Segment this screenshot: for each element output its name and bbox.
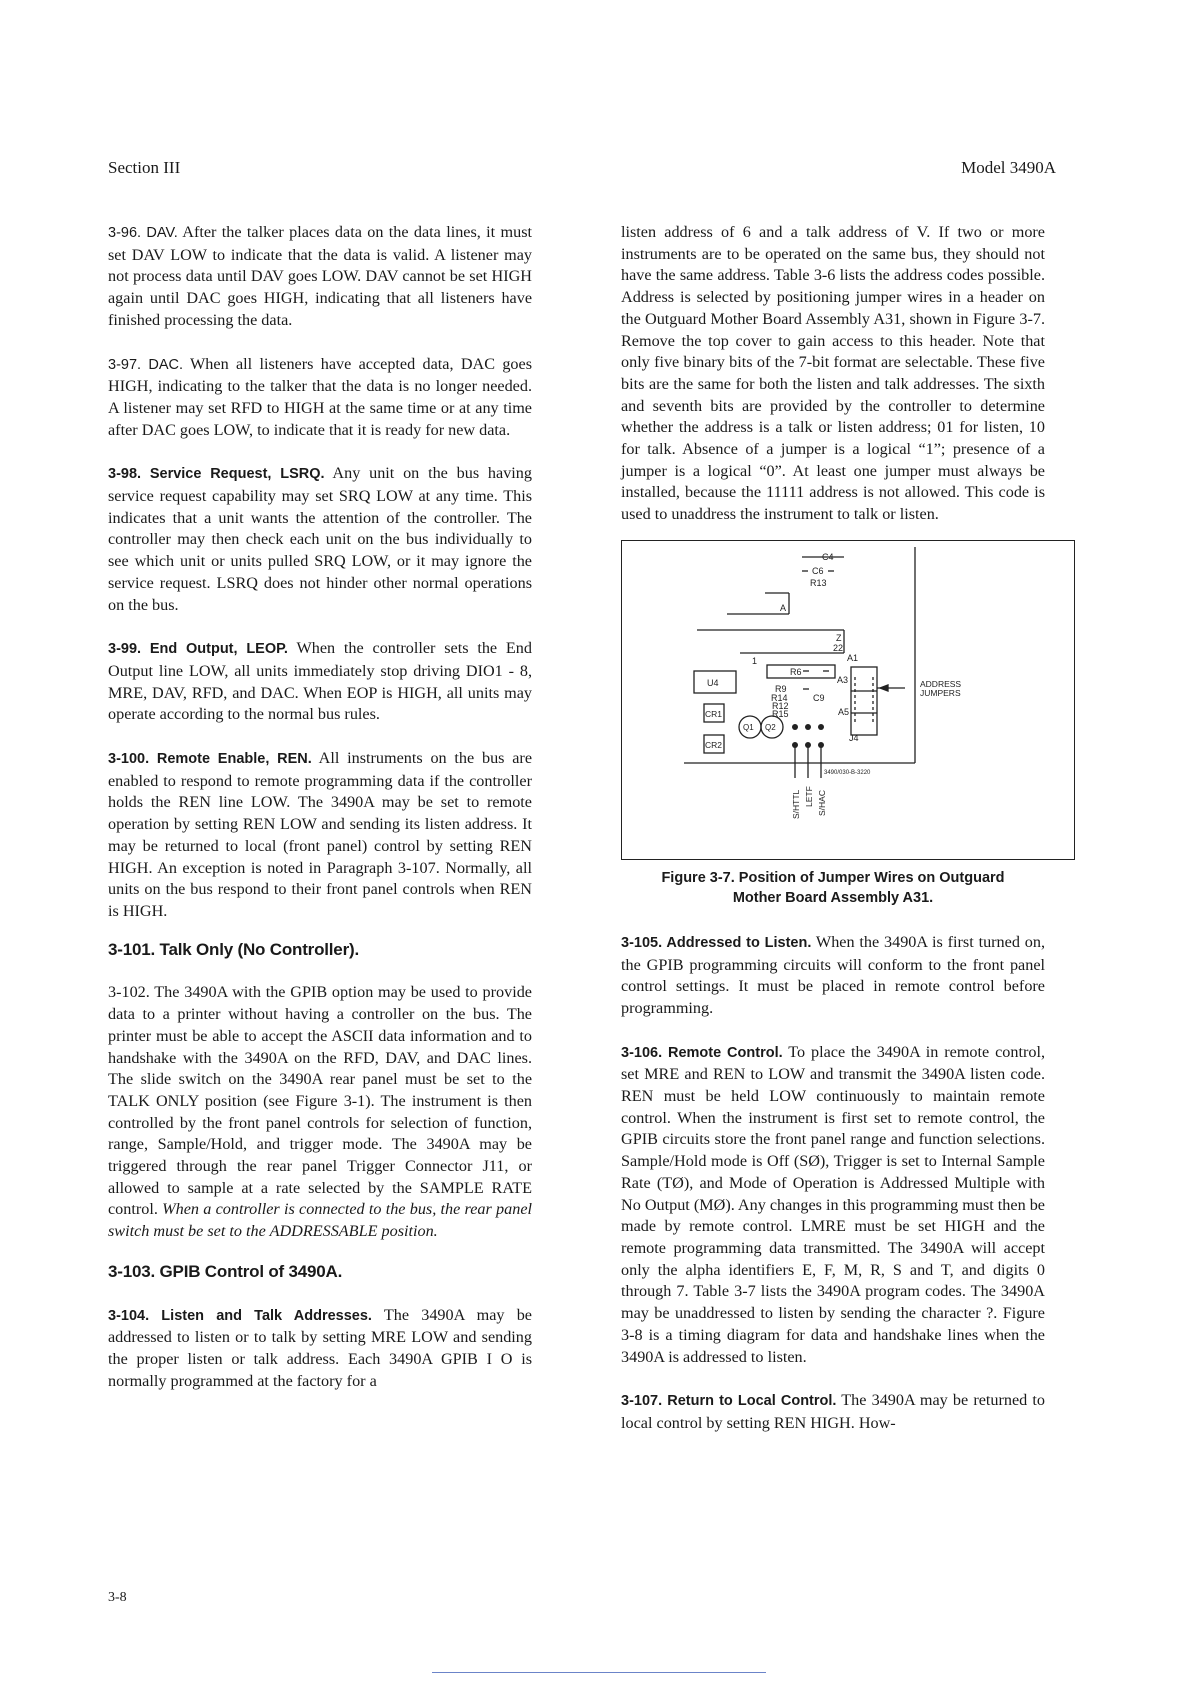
label-u4: U4 [707,677,719,688]
heading-3-101: 3-101. Talk Only (No Controller). [108,939,359,959]
jumper-diagram [622,541,1074,859]
label-r12: R12 [772,700,789,711]
label-cr1: CR1 [705,708,723,719]
model-label: Model 3490A [961,158,1056,177]
label-r6: R6 [790,666,802,677]
paragraph-3-107: 3-107. Return to Local Control. The 3490A may be returned to local control by setting REN HIGH. How- [621,1391,1045,1432]
label-r9: R9 [775,683,787,694]
label-a1: A1 [847,652,859,663]
page-number: 3-8 [108,1590,127,1605]
label-cr2: CR2 [705,739,723,750]
paragraph-3-97: 3-97. DAC. When all listeners have accepted data, DAC goes HIGH, indicating to the talker that the data is no longer needed. A listener may set RFD to HIGH at the same time or at any time after DAC goes LOW, to indicate that it is ready for new data. [108,354,532,439]
paragraph-3-98: 3-98. Service Request, LSRQ. Any unit on the bus having service request capability may set SRQ LOW at any time. This indicates that a unit wants the attention of the controller. The controller may then check each unit on the bus individually to see which unit or units pulled SRQ LOW, or it may ignore the service request. LSRQ does not hinder other normal operations on the bus. [108,464,532,614]
label-j4: J4 [849,732,859,743]
paragraph-3-104: 3-104. Listen and Talk Addresses. The 3490A may be addressed to listen or to talk by setting MRE LOW and sending the proper listen or talk address. Each 3490A GPIB I O is normally programmed at the factory for a [108,1305,532,1390]
label-address: ADDRESS [920,678,962,689]
label-jumpers: JUMPERS [920,687,961,698]
label-q1: Q1 [743,722,754,732]
paragraph-3-99: 3-99. End Output, LEOP. When the controller sets the End Output line LOW, all units immediately stop driving DIO1 - 8, MRE, DAV, RFD, and DAC. When EOP is HIGH, all units may operate according to the normal bus rules. [108,639,532,724]
label-a3: A3 [837,674,849,685]
paragraph-3-105: 3-105. Addressed to Listen. When the 3490A is first turned on, the GPIB programming circuits will conform to the front panel control settings. It must be placed in remote control before programming. [621,932,1045,1017]
paragraph-3-106: 3-106. Remote Control. To place the 3490A in remote control, set MRE and REN to LOW and transmit the 3490A listen code. REN must be held LOW continuously to maintain remote control. When the instrument is first set to remote control, the GPIB circuits store the front panel range and function selections. Sample/Hold mode is Off (SØ), Trigger is set to Internal Sample Rate (TØ), and Mode of Operation is Addressed Multiple with No Output (MØ). Any changes in this programming must then be made by remote control. LMRE must be set HIGH and the remote programming data transmitted. The 3490A will accept only the alpha identifiers E, F, M, R, S and T, and digits 0 through 7. Table 3-7 lists the 3490A program codes. The 3490A may be unaddressed to listen by sending the character ?. Figure 3-8 is a timing diagram for data and handshake lines when the 3490A is addressed to listen. [621,1042,1045,1366]
heading-3-103: 3-103. GPIB Control of 3490A. [108,1261,343,1281]
label-c6: C6 [812,565,824,576]
label-a: A [780,602,787,613]
label-letf: LETF [804,786,814,807]
paragraph-3-100: 3-100. Remote Enable, REN. All instruments on the bus are enabled to respond to remote programming data if the controller holds the REN line LOW. The 3490A may be set to remote operation by setting REN LOW and sending its listen address. It may be returned to local (front panel) control by setting REN HIGH. An exception is noted in Paragraph 3-107. Normally, all units on the bus respond to their front panel controls when REN is HIGH. [108,749,533,920]
bottom-rule [432,1672,766,1673]
section-label: Section III [108,158,181,177]
label-r14: R14 [771,692,788,703]
label-a5: A5 [838,706,850,717]
figure-caption: Figure 3-7. Position of Jumper Wires on Outguard Mother Board Assembly A31. [661,869,1005,906]
label-c9: C9 [813,692,825,703]
label-shttl: S/HTTL [791,789,801,819]
label-r13: R13 [810,577,827,588]
right-column [621,222,1045,1457]
left-column [108,222,532,1414]
label-q2: Q2 [765,722,776,732]
label-22: 22 [833,642,844,653]
paragraph-3-96: 3-96. DAV. After the talker places data on the data lines, it must set DAV LOW to indicate that the data is valid. A listener may not process data until DAV goes LOW. DAV cannot be set HIGH again until DAC goes HIGH, indicating that all listeners have finished processing the data. [108,223,533,329]
label-c4: C4 [822,551,834,562]
label-1: 1 [752,655,758,666]
paragraph-3-104-continued: listen address of 6 and a talk address of V. If two or more instruments are to be operated on the same bus, they should not have the same address. Table 3-6 lists the address codes possible. Address is selected by positioning jumper wires in a header on the Outguard Mother Board Assembly A31, shown in Figure 3-7. Remove the top cover to gain access to this header. Note that only five binary bits of the 7-bit format are selectable. These five bits are the same for both the listen and talk addresses. The sixth and seventh bits are provided by the controller to determine whether the address is a talk or listen address; 01 for listen, 10 for talk. Absence of a jumper is a logical “1”; presence of a jumper is a logical “0”. At least one jumper must always be installed, because the 11111 address is not allowed. This code is used to unaddress the instrument to talk or listen. [621,223,1045,524]
figure-3-7 [621,540,1075,860]
label-z: Z [836,632,842,643]
label-part-number: 3490/030-B-3220 [824,769,871,776]
label-r15: R15 [772,708,789,719]
paragraph-3-102: 3-102. The 3490A with the GPIB option may be used to provide data to a printer without having a controller on the bus. The printer must be able to accept the ASCII data information and to handshake with the 3490A on the RFD, DAV, and DAC lines. The slide switch on the 3490A rear panel must be set to the TALK ONLY position (see Figure 3-1). The instrument is then controlled by the front panel controls for selection of function, range, Sample/Hold, and trigger mode. The 3490A may be triggered through the rear panel Trigger Connector J11, or allowed to sample at a rate selected by the SAMPLE RATE control. When a controller is connected to the bus, the rear panel switch must be set to the ADDRESSABLE position. [108,983,533,1241]
label-shac: S/HAC [817,789,827,816]
